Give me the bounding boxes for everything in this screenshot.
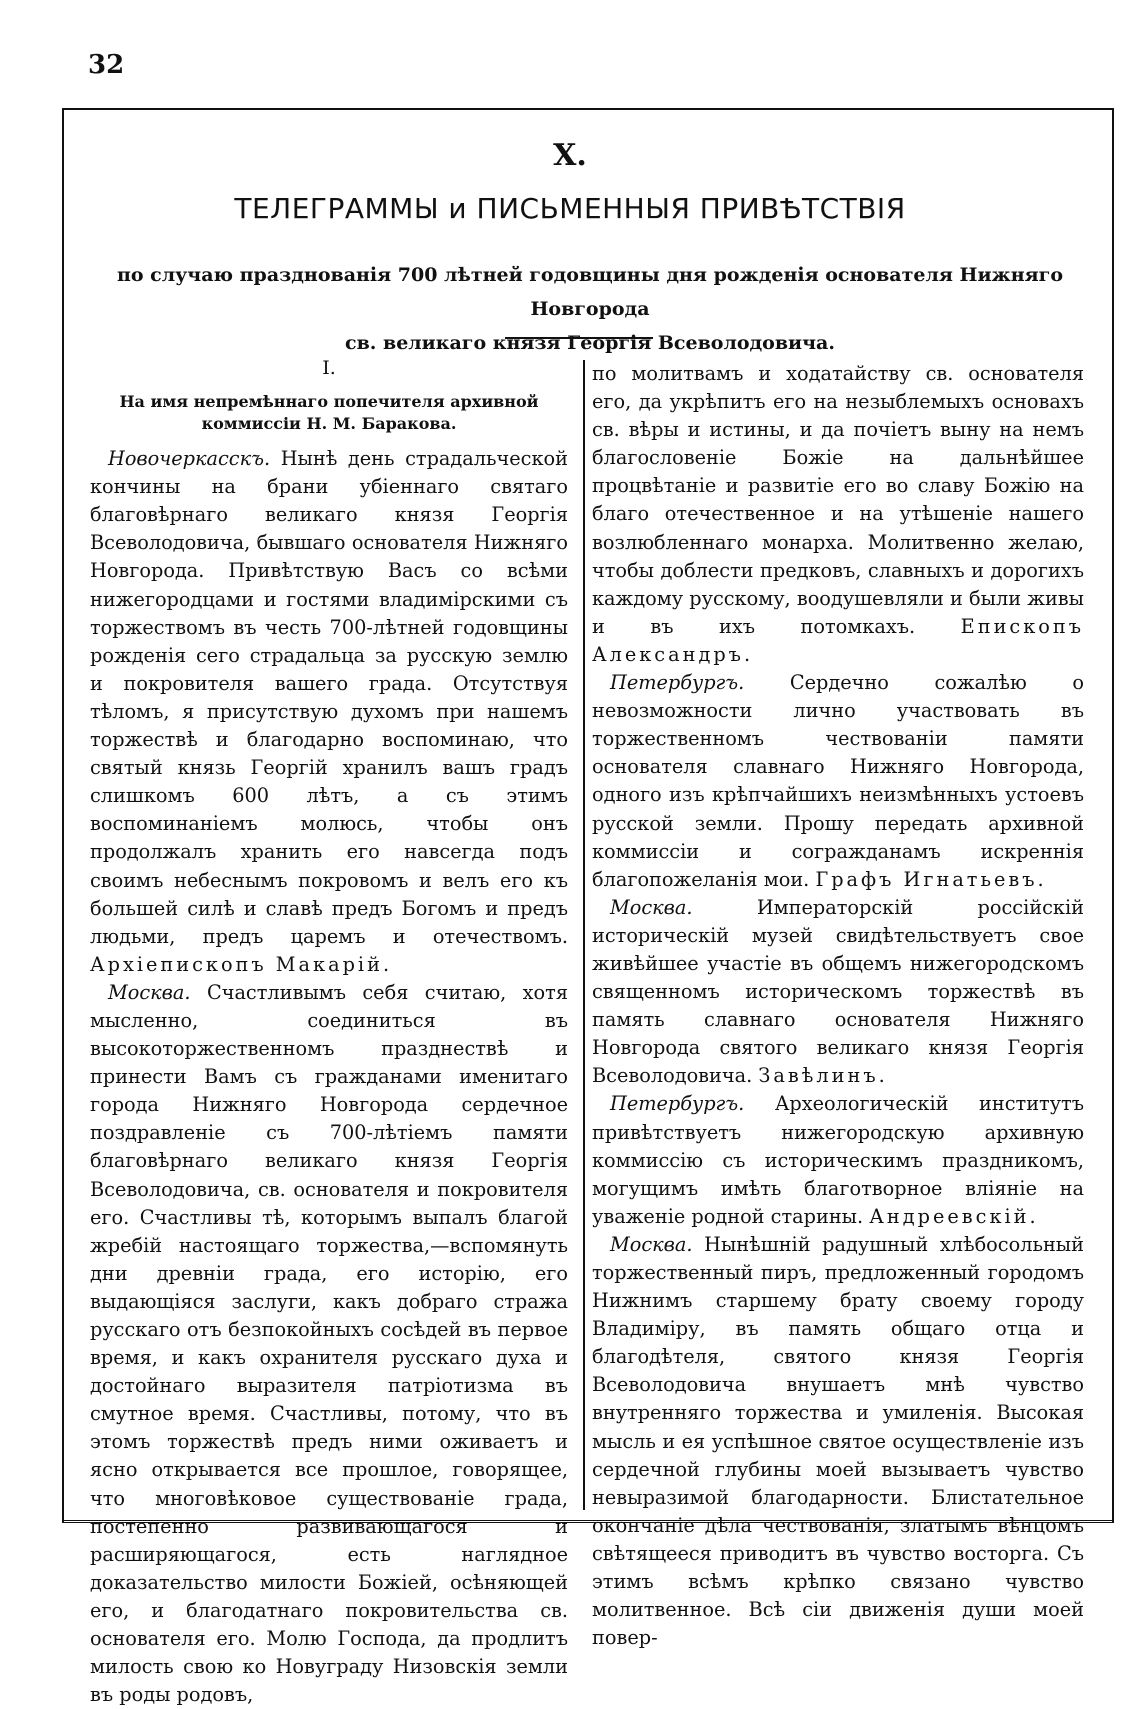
telegram-place: Петербургъ. <box>610 671 745 695</box>
telegram-text: Счастливымъ себя считаю, хотя мысленно, соединиться въ высокоторжественномъ празднествѣ и принести Вамъ съ гражданами именитаго города Нижняго Новгорода сердечное поздравленіе съ 700-лѣтіемъ памяти благовѣрнаго великаго князя Георгія Всеволодовича, св. основателя и покровителя его. Счастливы тѣ, которымъ выпалъ благой жребій настоящаго торжества,—вспомянуть дни древніи града, его исторію, его выдающіяся заслуги, какъ добраго стража русскаго отъ безпокойныхъ сосѣдей въ первое время, и какъ охранителя русскаго духа и достойнаго выразителя патріотизма въ смутное время. Счастливы, потому, что въ этомъ торжествѣ предъ ними оживаетъ и ясно открывается все прошлое, говорящее, что многовѣковое существованіе града, постепенно развивающагося и расширяющагося, есть наглядное доказательство милости Божіей, осѣняющей его, и благодатнаго покровительства св. основателя его. Молю Господа, да продлитъ милость свою ко Новуграду Низовскія земли въ роды родовъ, <box>90 980 568 1707</box>
telegram-signature: Епископъ Александръ. <box>592 614 1084 666</box>
telegram-text: Нынѣ день страдальческой кончины на брани убіеннаго святаго благовѣрнаго великаго князя Георгія Всеволодовича, бывшаго основателя Нижняго Новгорода. Привѣтствую Васъ со всѣми нижегородцами и гостями владимірскими съ торжествомъ въ честь 700-лѣтней годовщины рожденія сего страдальца за русскую землю и покровителя вашего града. Отсутствуя тѣломъ, я присутствую духомъ при нашемъ торжествѣ и благодарно воспоминаю, что святый князь Георгій хранилъ вашъ градъ слишкомъ 600 лѣтъ, а съ этимъ воспоминаніемъ молюсь, чтобы онъ продолжалъ хранить его навсегда подъ своимъ небеснымъ покровомъ и велъ его къ большей силѣ и славѣ предъ Богомъ и предъ людьми, предъ царемъ и отечествомъ. <box>90 447 568 948</box>
telegram-signature: Архіепископъ Макарій. <box>90 952 393 976</box>
telegram-place: Москва. <box>610 895 693 919</box>
telegram-place: Петербургъ. <box>610 1092 745 1116</box>
telegram-moscow-1 <box>90 979 568 1709</box>
column-divider <box>583 360 585 1510</box>
telegram-signature: Завѣлинъ. <box>758 1064 888 1088</box>
addressee: На имя непремѣннаго попечителя архивной коммиссіи Н. М. Баракова. <box>119 392 539 434</box>
part-number: I. <box>322 357 336 379</box>
telegram-text: Сердечно сожалѣю о невозможности лично участвовать въ торжественномъ чествованіи памяти основателя славнаго Нижняго Новгорода, одного изъ крѣпчайшихъ неизмѣнныхъ устоевъ русской земли. Прошу передать архивной коммиссіи и согражданамъ искреннія благопожеланія мои. <box>592 671 1084 891</box>
telegram-moscow-1-continued <box>592 360 1084 669</box>
right-column <box>592 360 1084 1652</box>
telegram-petersburg-2 <box>592 1090 1084 1230</box>
subtitle-line-1: по случаю празднованія 700 лѣтней годовщины дня рожденія основателя Нижняго Новгорода <box>116 264 1063 320</box>
subtitle <box>80 258 1100 360</box>
telegram-petersburg-1 <box>592 669 1084 894</box>
telegram-text: по молитвамъ и ходатайству св. основателя его, да укрѣпитъ его на незыблемыхъ основахъ св. вѣры и истины, и да почіетъ выну на немъ благословеніе Божіе на дальнѣйшее процвѣтаніе и развитіе его во славу Божію на благо отечественное и на утѣшеніе нашего возлюбленнаго монарха. Молитвенно желаю, чтобы доблести предковъ, славныхъ и дорогихъ каждому русскому, воодушевляли и были живы и въ ихъ потомкахъ. <box>592 362 1084 638</box>
telegram-text: Археологическій институтъ привѣтствуетъ нижегородскую архивную коммиссію съ историческимъ праздникомъ, могущимъ имѣть благотворное вліяніе на уваженіе родной старины. <box>592 1092 1084 1228</box>
telegram-place: Новочеркасскъ. <box>108 447 271 471</box>
title-rule <box>505 337 653 339</box>
telegram-signature: Графъ Игнатьевъ. <box>815 867 1047 891</box>
telegram-text: Императорскій россійскій историческій музей свидѣтельствуетъ свое живѣйшее участіе въ общемъ нижегородскомъ священномъ историческомъ торжествѣ въ память славнаго основателя Нижняго Новгорода святого великаго князя Георгія Всеволодовича. <box>592 895 1084 1088</box>
telegram-place: Москва. <box>610 1232 693 1256</box>
telegram-signature: Андреевскій. <box>869 1204 1039 1228</box>
telegram-moscow-3 <box>592 1231 1084 1652</box>
page-title: ТЕЛЕГРАММЫ и ПИСЬМЕННЫЯ ПРИВѢТСТВІЯ <box>234 192 906 225</box>
subtitle-line-2: св. великаго князя Георгія Всеволодовича. <box>345 332 835 354</box>
telegram-place: Москва. <box>108 980 191 1004</box>
page-number: 32 <box>88 50 125 80</box>
telegram-moscow-2 <box>592 894 1084 1091</box>
telegram-novocherkassk <box>90 445 568 979</box>
section-mark: X. <box>553 138 587 173</box>
telegram-text: Нынѣшній радушный хлѣбосольный торжественный пиръ, предложенный городомъ Нижнимъ старшему брату своему городу Владиміру, въ память общаго отца и благодѣтеля, святого князя Георгія Всеволодовича внушаетъ мнѣ чувство внутренняго торжества и умиленія. Высокая мысль и ея успѣшное святое осуществленіе изъ сердечной глубины моей вызываетъ чувство невыразимой благодарности. Блистательное окончаніе дѣла чествованія, златымъ вѣнцомъ свѣтящееся приводитъ въ чувство восторга. Съ этимъ всѣмъ крѣпко связано чувство молитвенное. Всѣ сіи движенія души моей повер- <box>592 1232 1084 1650</box>
left-column <box>90 354 568 1709</box>
